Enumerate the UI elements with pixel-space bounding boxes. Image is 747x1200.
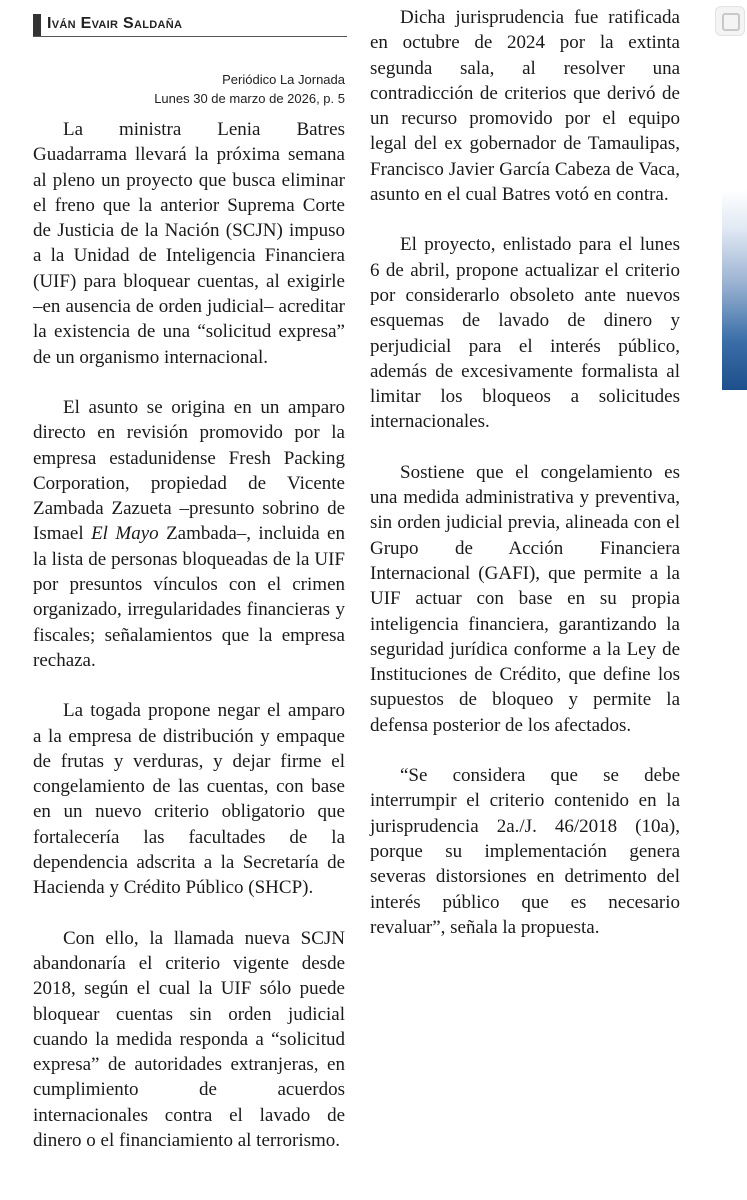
byline xyxy=(33,14,347,37)
paragraph xyxy=(33,395,345,673)
paragraph: “Se considera que se debe interrumpir el criterio contenido en la jurisprudencia 2a./J. 46/2018 (10a), porque su implementación genera severas distorsiones en detrimento del interés público que es necesario revaluar”, señala la propuesta. xyxy=(370,765,680,938)
paragraph: Dicha jurisprudencia fue ratificada en octubre de 2024 por la extinta segunda sala, al resolver una contradicción de criterios que derivó de un recurso promovido por el equipo legal del ex gobernador de Tamaulipas, Francisco Javier García Cabeza de Vaca, asunto en el cual Batres votó en contra. xyxy=(370,7,680,206)
publication-name: Periódico La Jornada xyxy=(222,72,345,87)
article-left-column xyxy=(33,117,345,1178)
paragraph-text: El asunto se origina en un amparo directo en revisión promovido por la empresa estadunidense Fresh Packing Corporation, propiedad de Vicente Zambada Zazueta –presunto sobrino de Ismael xyxy=(33,396,345,545)
author-name: Iván Evair Saldaña xyxy=(47,15,183,32)
paragraph: La togada propone negar el amparo a la empresa de distribución y empaque de frutas y verduras, y dejar firme el congelamiento de las cuentas, con base en un nuevo criterio obligatorio que fortalecería las facultades de la dependencia adscrita a la Secretaría de Hacienda y Crédito Público (SHCP). xyxy=(33,700,345,899)
paragraph: Sostiene que el congelamiento es una medida administrativa y preventiva, sin orden judicial previa, alineada con el Grupo de Acción Financiera Internacional (GAFI), que permite a la UIF actuar con base en su propia inteligencia financiera, garantizando la seguridad jurídica conforme a la Ley de Instituciones de Crédito, que define los supuestos de bloqueo y permite la defensa posterior de los afectados. xyxy=(370,461,680,736)
window-control-icon[interactable] xyxy=(715,6,745,36)
paragraph-text: Zambada–, incluida en la lista de personas bloqueadas de la UIF por presuntos vínculos con el crimen organizado, irregularidades financieras y fiscales; señalamientos que la empresa rechaza. xyxy=(33,523,345,671)
paragraph: Con ello, la llamada nueva SCJN abandonaría el criterio vigente desde 2018, según el cual la UIF sólo puede bloquear cuentas sin orden judicial cuando la medida responda a “solicitud expresa” de autoridades extranjeras, en cumplimiento de acuerdos internacionales contra el lavado de dinero o el financiamiento al terrorismo. xyxy=(33,927,345,1151)
adjacent-photo-edge xyxy=(722,190,747,390)
article-right-column xyxy=(370,5,680,965)
paragraph: El proyecto, enlistado para el lunes 6 de abril, propone actualizar el criterio por considerarlo obsoleto ante nuevos esquemas de lavado de dinero y perjudicial para el interés público, además de excesivamente formalista al limitar los bloqueos a solicitudes internacionales. xyxy=(370,234,680,433)
paragraph-emphasis: El Mayo xyxy=(91,523,159,545)
source-info xyxy=(154,70,345,108)
publication-date: Lunes 30 de marzo de 2026, p. 5 xyxy=(154,91,345,106)
byline-bar xyxy=(33,14,41,36)
paragraph: La ministra Lenia Batres Guadarrama llevará la próxima semana al pleno un proyecto que busca eliminar el freno que la anterior Suprema Corte de Justicia de la Nación (SCJN) impuso a la Unidad de Inteligencia Financiera (UIF) para bloquear cuentas, al exigirle –en ausencia de orden judicial– acreditar la existencia de una “solicitud expresa” de un organismo internacional. xyxy=(33,119,345,368)
